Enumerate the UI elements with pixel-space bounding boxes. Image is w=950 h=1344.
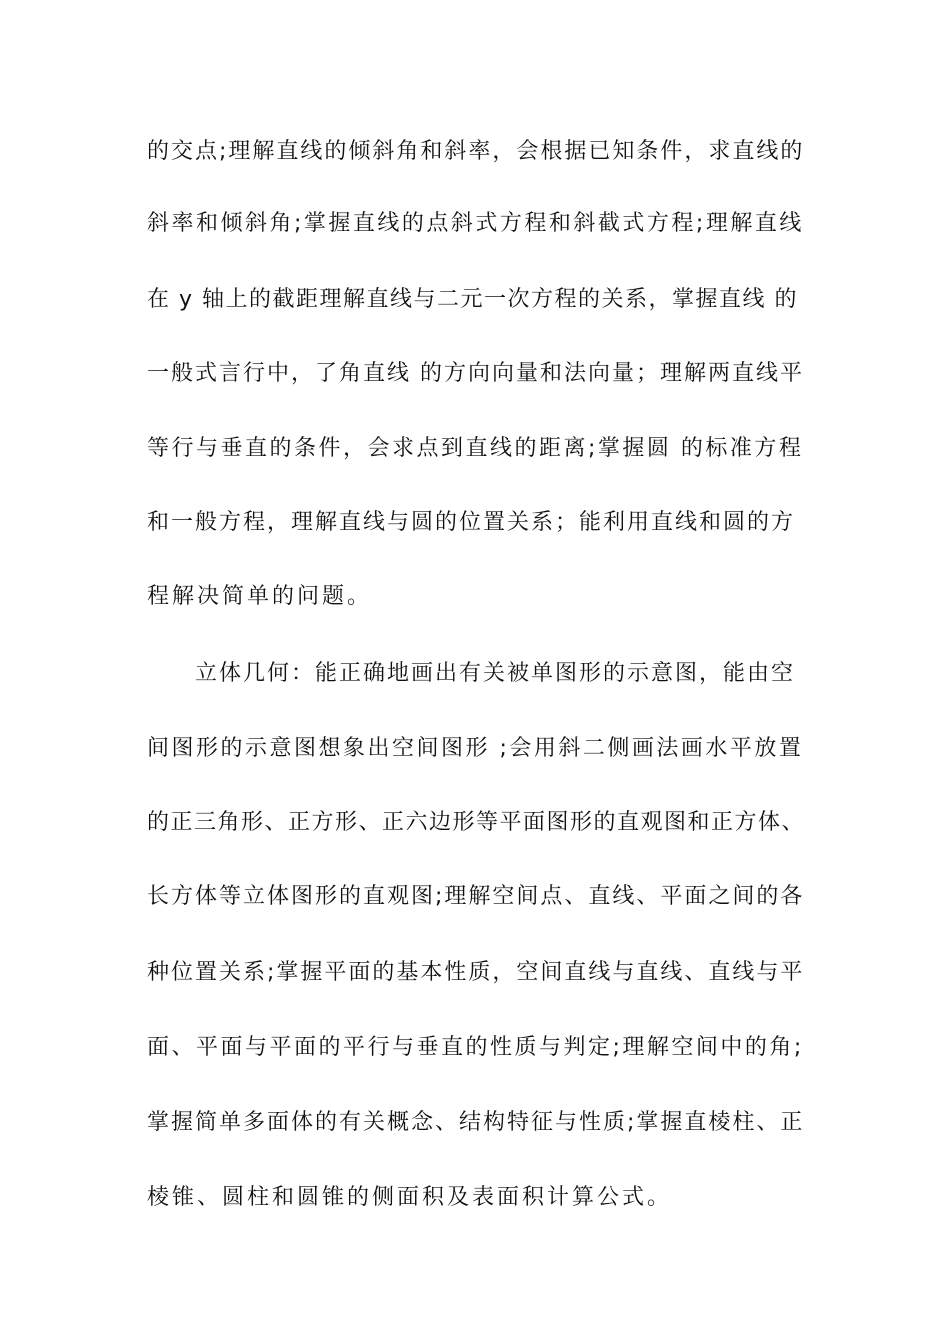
text-line-6: 和一般方程，理解直线与圆的位置关系；能利用直线和圆的方 xyxy=(147,510,796,535)
text-line-15: 棱锥、圆柱和圆锥的侧面积及表面积计算公式。 xyxy=(147,1185,673,1210)
text-line-13: 面、平面与平面的平行与垂直的性质与判定;理解空间中的角; xyxy=(147,1035,804,1060)
text-line-5: 等行与垂直的条件，会求点到直线的距离;掌握圆 的标准方程 xyxy=(147,436,804,461)
text-line-2: 斜率和倾斜角;掌握直线的点斜式方程和斜截式方程;理解直线 xyxy=(147,211,804,236)
text-line-14: 掌握简单多面体的有关概念、结构特征与性质;掌握直棱柱、正 xyxy=(147,1110,805,1135)
text-line-12: 种位置关系;掌握平面的基本性质，空间直线与直线、直线与平 xyxy=(147,960,805,985)
text-line-1: 的交点;理解直线的倾斜角和斜率，会根据已知条件，求直线的 xyxy=(147,139,805,164)
text-line-7: 程解决简单的问题。 xyxy=(147,584,373,609)
text-line-3: 在 y 轴上的截距理解直线与二元一次方程的关系，掌握直线 的 xyxy=(147,287,799,312)
text-line-8-paragraph-start: 立体几何：能正确地画出有关被单图形的示意图，能由空 xyxy=(195,661,796,686)
text-line-10: 的正三角形、正方形、正六边形等平面图形的直观图和正方体、 xyxy=(147,810,806,835)
text-line-11: 长方体等立体图形的直观图;理解空间点、直线、平面之间的各 xyxy=(147,884,805,909)
text-line-9: 间图形的示意图想象出空间图形 ;会用斜二侧画法画水平放置 xyxy=(147,736,804,761)
text-line-4: 一般式言行中，了角直线 的方向向量和法向量；理解两直线平 xyxy=(147,361,804,386)
